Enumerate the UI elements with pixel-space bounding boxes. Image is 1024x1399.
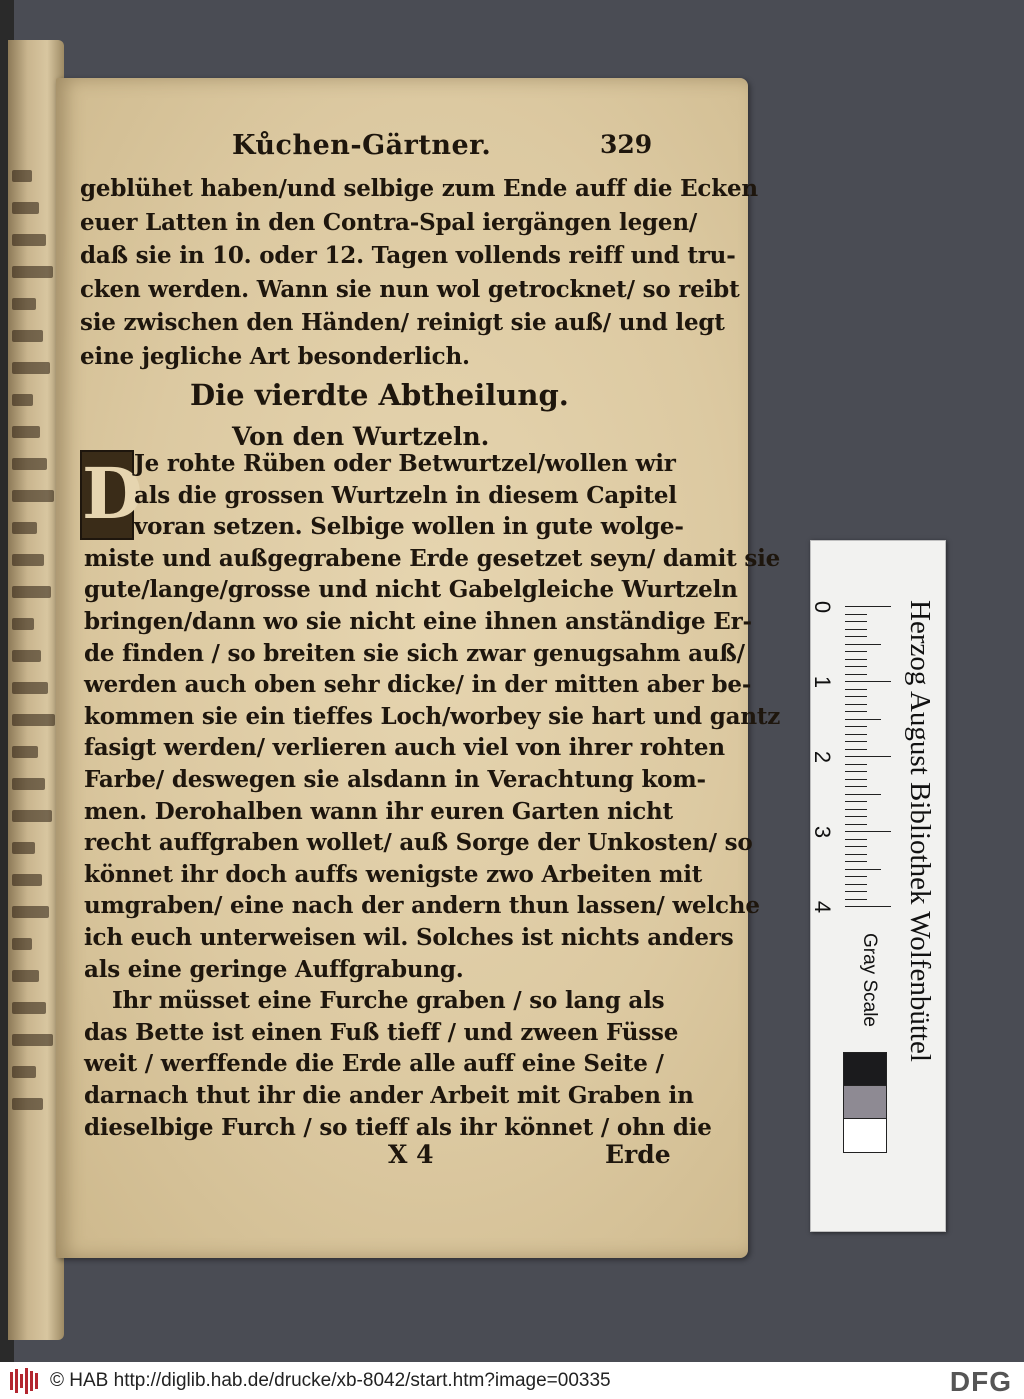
text-line: werden auch oben sehr dicke/ in der mitten aber be-: [84, 671, 752, 699]
ruler-tick: [845, 681, 891, 682]
ruler-tick: [845, 696, 867, 697]
text-line: recht auffgraben wollet/ auß Sorge der Unkosten/ so: [84, 829, 753, 857]
text-line: weit / werffende die Erde alle auff eine Seite /: [84, 1050, 664, 1078]
ruler-tick: [845, 809, 867, 810]
ruler-tick: [845, 636, 867, 637]
ruler-tick: [845, 786, 867, 787]
previous-page-text-fragment: [12, 906, 49, 918]
previous-page-text-fragment: [12, 1098, 43, 1110]
previous-page-text-fragment: [12, 1002, 46, 1014]
text-line: Farbe/ deswegen sie alsdann in Verachtung kom-: [84, 766, 706, 793]
ruler-tick: [845, 854, 867, 855]
ruler-tick: [845, 876, 867, 877]
ruler-tick: [845, 741, 867, 742]
gray-swatch: [843, 1052, 887, 1087]
previous-page-text-fragment: [12, 490, 54, 502]
text-line: Ihr müsset eine Furche graben / so lang als: [112, 987, 665, 1015]
section-subheading: Von den Wurtzeln.: [232, 422, 490, 451]
text-line: ich euch unterweisen wil. Solches ist nichts anders: [84, 924, 734, 951]
ruler-tick: [845, 659, 867, 660]
logo-bar: [30, 1371, 33, 1391]
dfg-logo: DFG: [949, 1366, 1012, 1397]
previous-page-text-fragment: [12, 842, 35, 854]
gray-swatch: [843, 1085, 887, 1120]
page-number: 329: [600, 130, 653, 159]
ruler-tick: [845, 779, 867, 780]
text-line: voran setzen. Selbige wollen in gute wolge-: [134, 513, 684, 541]
text-line: de finden / so breiten sie sich zwar genugsahm auß/: [84, 639, 745, 667]
text-line: eine jegliche Art besonderlich.: [80, 342, 470, 370]
previous-page-text-fragment: [12, 330, 43, 342]
previous-page-text-fragment: [12, 682, 48, 694]
ruler-tick: [845, 711, 867, 712]
ruler-tick: [845, 891, 867, 892]
logo-bar: [20, 1374, 23, 1388]
text-line: das Bette ist einen Fuß tieff / und zween Füsse: [84, 1018, 679, 1046]
text-line: als eine geringe Auffgrabung.: [84, 955, 464, 983]
ruler-tick: [845, 869, 881, 870]
drop-cap: D: [80, 450, 134, 540]
logo-bar: [10, 1372, 13, 1390]
text-line: cken werden. Wann sie nun wol getrocknet/ so reibt: [80, 275, 740, 303]
previous-page-text-fragment: [12, 362, 50, 374]
ruler-tick: [845, 644, 881, 645]
logo-bar: [25, 1368, 28, 1394]
previous-page-text-fragment: [12, 1034, 53, 1046]
previous-page-text-fragment: [12, 778, 45, 790]
ruler-tick: [845, 906, 891, 907]
ruler-number: 4: [810, 900, 836, 914]
text-line: könnet ihr doch auffs wenigste zwo Arbeiten mit: [84, 860, 703, 888]
previous-page-text-fragment: [12, 746, 38, 758]
ruler-tick: [845, 674, 867, 675]
previous-page-text-fragment: [12, 202, 39, 214]
ruler-tick: [845, 756, 891, 757]
text-line: gute/lange/grosse und nicht Gabelgleiche Wurtzeln: [84, 576, 738, 604]
ruler-tick: [845, 614, 867, 615]
ruler-tick: [845, 704, 867, 705]
ruler-number: 0: [810, 600, 836, 614]
footer-credit-link[interactable]: © HAB http://diglib.hab.de/drucke/xb-8042/start.htm?image=00335: [50, 1369, 611, 1391]
ruler-tick: [845, 764, 867, 765]
ruler-tick: [845, 801, 867, 802]
text-line: daß sie in 10. oder 12. Tagen vollends reiff und tru-: [80, 242, 736, 269]
previous-page-text-fragment: [12, 554, 44, 566]
ruler-tick: [845, 839, 867, 840]
ruler-tick: [845, 651, 867, 652]
text-line: men. Derohalben wann ihr euren Garten nicht: [84, 797, 673, 825]
previous-page-text-fragment: [12, 650, 41, 662]
previous-page-text-fragment: [12, 266, 53, 278]
text-line: sie zwischen den Händen/ reinigt sie auß/ und legt: [80, 309, 725, 336]
ruler-tick: [845, 824, 867, 825]
text-line: als die grossen Wurtzeln in diesem Capitel: [134, 481, 677, 509]
previous-page-text-fragment: [12, 938, 32, 950]
ruler-tick: [845, 794, 881, 795]
ruler-tick: [845, 621, 867, 622]
ruler-number: 1: [810, 675, 836, 689]
ruler-tick: [845, 771, 867, 772]
ruler-tick: [845, 884, 867, 885]
section-heading: Die vierdte Abtheilung.: [190, 378, 569, 412]
previous-page-text-fragment: [12, 170, 32, 182]
ruler-tick: [845, 726, 867, 727]
text-line: kommen sie ein tieffes Loch/worbey sie hart und gantz: [84, 702, 781, 730]
signature-mark: X 4: [388, 1140, 434, 1169]
previous-page-text-fragment: [12, 810, 52, 822]
ruler-tick: [845, 689, 867, 690]
text-line: Je rohte Rüben oder Betwurtzel/wollen wir: [134, 450, 676, 477]
text-line: bringen/dann wo sie nicht eine ihnen anständige Er-: [84, 608, 752, 635]
ruler-tick: [845, 666, 867, 667]
text-line: umgraben/ eine nach der andern thun lassen/ welche: [84, 892, 760, 920]
previous-page-text-fragment: [12, 426, 40, 438]
footer-bar: [0, 1362, 1024, 1399]
hab-logo-icon: [10, 1368, 40, 1394]
ruler-tick: [845, 899, 867, 900]
text-line: geblühet haben/und selbige zum Ende auff die Ecken: [80, 175, 758, 202]
previous-page-text-fragment: [12, 1066, 36, 1078]
running-header: Kůchen-Gärtner.: [232, 130, 492, 161]
previous-page-text-fragment: [12, 714, 55, 726]
previous-page-text-fragment: [12, 394, 33, 406]
ruler-tick: [845, 831, 891, 832]
previous-page-text-fragment: [12, 522, 37, 534]
previous-page-text-fragment: [12, 298, 36, 310]
text-line: miste und außgegrabene Erde gesetzet seyn/ damit sie: [84, 544, 781, 572]
ruler-number: 3: [810, 825, 836, 839]
ruler-tick: [845, 861, 867, 862]
ruler-tick: [845, 606, 891, 607]
previous-page-text-fragment: [12, 618, 34, 630]
ruler-tick: [845, 816, 867, 817]
previous-page-text-fragment: [12, 874, 42, 886]
text-line: euer Latten in den Contra-Spal iergängen legen/: [80, 208, 698, 236]
gray-swatch: [843, 1118, 887, 1153]
text-line: fasigt werden/ verlieren auch viel von ihrer rohten: [84, 734, 725, 762]
ruler-tick: [845, 846, 867, 847]
ruler-tick: [845, 629, 867, 630]
text-line: dieselbige Furch / so tieff als ihr könnet / ohn die: [84, 1113, 712, 1141]
previous-page-text-fragment: [12, 234, 46, 246]
logo-bar: [15, 1369, 18, 1393]
text-line: darnach thut ihr die ander Arbeit mit Graben in: [84, 1082, 694, 1109]
ruler-tick: [845, 749, 867, 750]
ruler-tick: [845, 734, 867, 735]
ruler-number: 2: [810, 750, 836, 764]
catchword: Erde: [605, 1140, 671, 1169]
ruler-library-name: Herzog August Bibliothek Wolfenbüttel: [904, 600, 936, 1062]
logo-bar: [35, 1373, 38, 1389]
previous-page-text-fragment: [12, 970, 39, 982]
previous-page-text-fragment: [12, 458, 47, 470]
previous-page-text-fragment: [12, 586, 51, 598]
gray-scale-label: Gray Scale: [859, 933, 880, 1027]
ruler-tick: [845, 719, 881, 720]
